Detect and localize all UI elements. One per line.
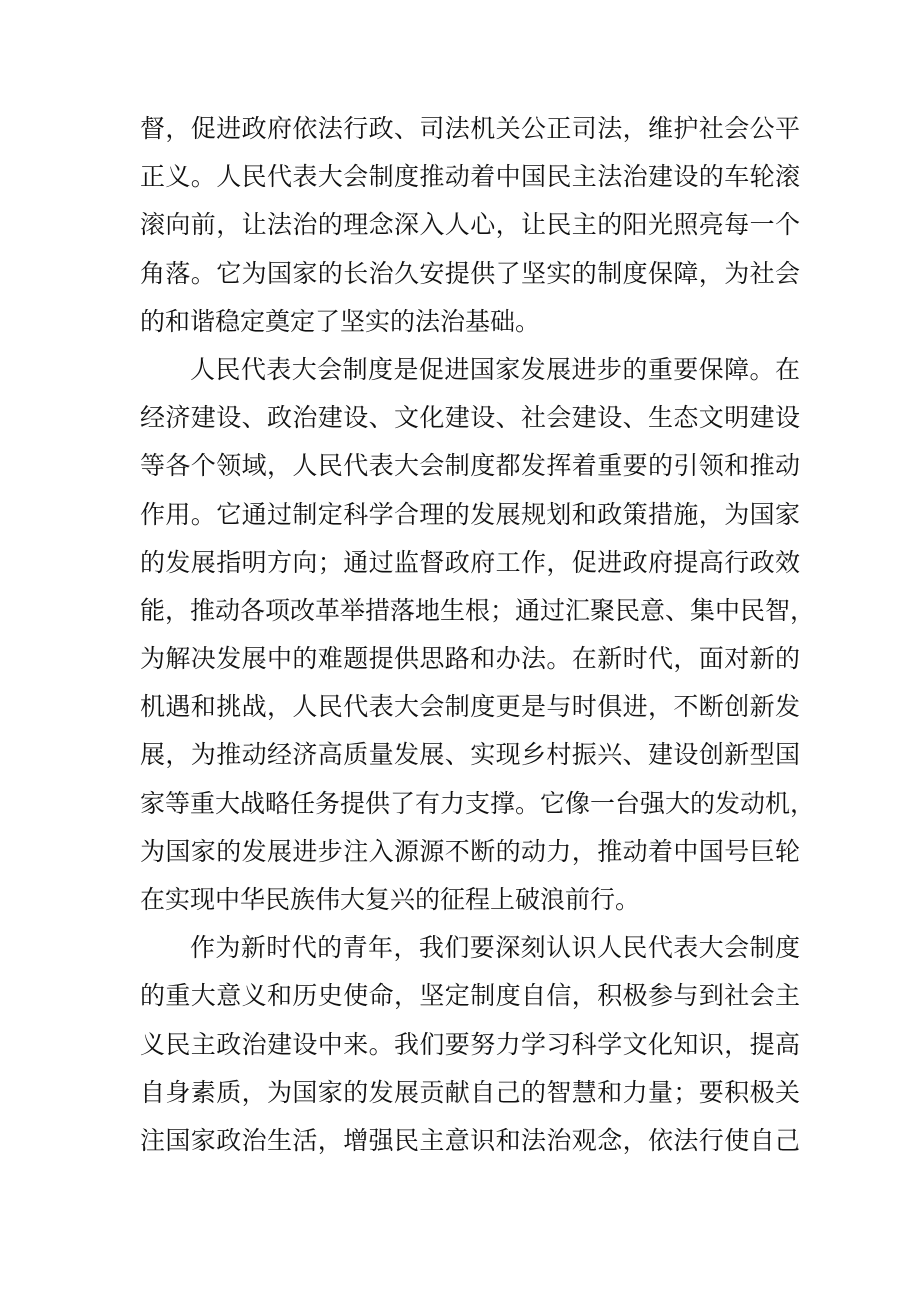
text-line: 在实现中华民族伟大复兴的征程上破浪前行。 xyxy=(140,885,641,914)
text-line: 机遇和挑战，人民代表大会制度更是与时俱进，不断创新发 xyxy=(140,692,800,722)
text-line: 为解决发展中的难题提供思路和办法。在新时代，面对新的 xyxy=(140,644,800,674)
text-line: 角落。它为国家的长治久安提供了坚实的制度保障，为社会 xyxy=(140,258,800,288)
text-line: 展，为推动经济高质量发展、实现乡村振兴、建设创新型国 xyxy=(140,740,800,770)
text-line: 督，促进政府依法行政、司法机关公正司法，维护社会公平 xyxy=(140,114,800,143)
text-line: 作用。它通过制定科学合理的发展规划和政策措施，为国家 xyxy=(140,499,800,529)
text-line: 正义。人民代表大会制度推动着中国民主法治建设的车轮滚 xyxy=(140,162,800,192)
paragraph-2 xyxy=(140,346,816,924)
text-line: 自身素质，为国家的发展贡献自己的智慧和力量；要积极关 xyxy=(140,1077,800,1107)
text-line: 经济建设、政治建设、文化建设、社会建设、生态文明建设 xyxy=(140,403,800,433)
text-line: 能，推动各项改革举措落地生根；通过汇聚民意、集中民智， xyxy=(140,595,816,625)
paragraph-3 xyxy=(140,924,800,1165)
paragraph-1 xyxy=(140,105,800,346)
text-line: 等各个领域，人民代表大会制度都发挥着重要的引领和推动 xyxy=(140,451,800,481)
text-line: 为国家的发展进步注入源源不断的动力，推动着中国号巨轮 xyxy=(140,836,800,866)
text-line: 作为新时代的青年，我们要深刻认识人民代表大会制度 xyxy=(190,933,800,963)
text-line: 义民主政治建设中来。我们要努力学习科学文化知识，提高 xyxy=(140,1029,800,1059)
text-line: 注国家政治生活，增强民主意识和法治观念，依法行使自己 xyxy=(140,1125,800,1155)
document-page xyxy=(140,105,816,1165)
text-line: 的发展指明方向；通过监督政府工作，促进政府提高行政效 xyxy=(140,547,800,577)
text-line: 滚向前，让法治的理念深入人心，让民主的阳光照亮每一个 xyxy=(140,210,800,240)
text-line: 的和谐稳定奠定了坚实的法治基础。 xyxy=(140,306,541,336)
text-line: 家等重大战略任务提供了有力支撑。它像一台强大的发动机， xyxy=(140,788,816,818)
text-line: 的重大意义和历史使命，坚定制度自信，积极参与到社会主 xyxy=(140,981,800,1011)
text-line: 人民代表大会制度是促进国家发展进步的重要保障。在 xyxy=(190,354,800,384)
